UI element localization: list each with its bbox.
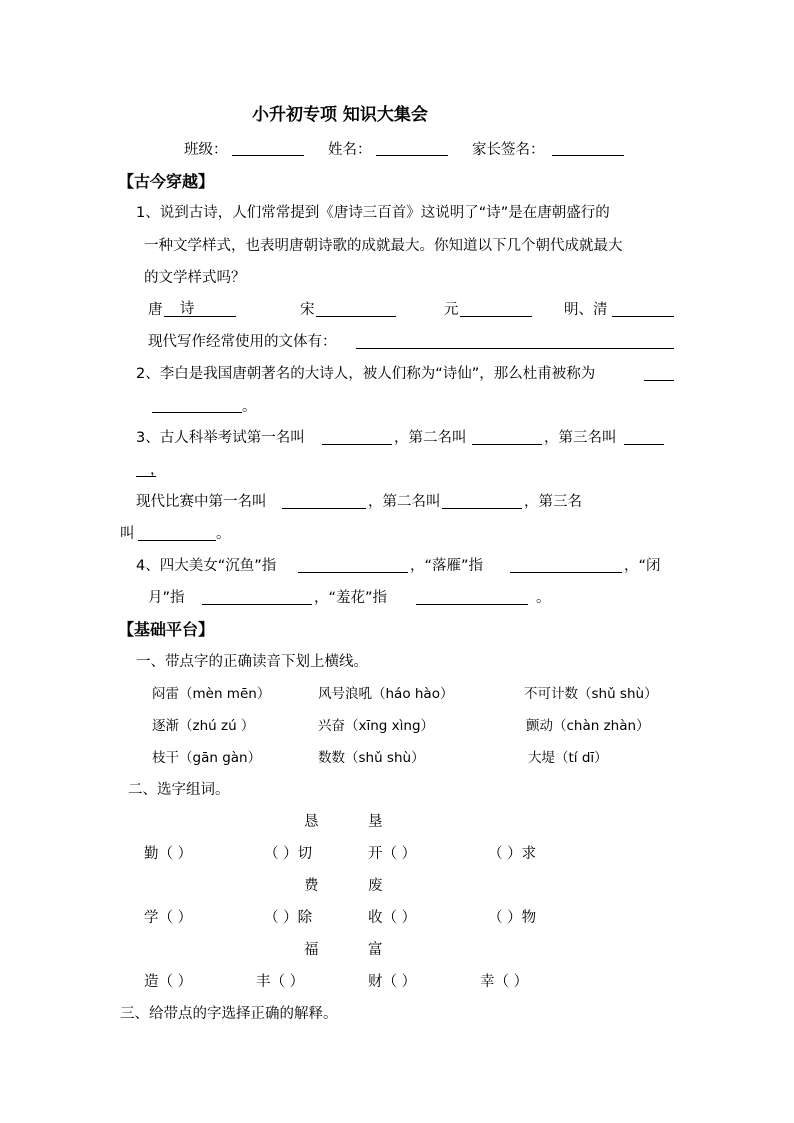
answer-field-yuan[interactable] (460, 316, 532, 317)
dynasty-ming-qing: 明、清 (564, 302, 608, 318)
answer-field-xiuhua[interactable] (416, 604, 528, 605)
q3-part-b: ，第二名叫 (394, 430, 467, 446)
class-field[interactable] (232, 155, 304, 156)
word-blank[interactable]: （ ）求 (488, 846, 537, 862)
modern-genres-label: 现代写作经常使用的文体有： (148, 334, 337, 350)
q1-line3: 的文学样式吗？ (144, 270, 246, 286)
answer-field-song[interactable] (316, 316, 396, 317)
q3-comma: ， (150, 462, 165, 478)
pinyin-item: 闷雷（mèn mēn） (152, 686, 271, 702)
choice-char: 恳 (304, 814, 319, 830)
choice-char: 废 (368, 878, 383, 894)
choice-char: 垦 (368, 814, 383, 830)
q3-part-e: ，第二名叫 (368, 494, 441, 510)
choice-char: 福 (304, 942, 319, 958)
pinyin-item: 颤动（chàn zhàn） (526, 718, 650, 734)
dynasty-song: 宋 (300, 302, 315, 318)
word-blank[interactable]: （ ）除 (264, 910, 313, 926)
answer-field-chenyu[interactable] (298, 572, 408, 573)
word-blank[interactable]: 造（ ） (144, 974, 193, 990)
page-title: 小升初专项 知识大集会 (252, 105, 428, 125)
answer-field-match-third[interactable] (138, 540, 216, 541)
name-field[interactable] (376, 155, 448, 156)
pinyin-item: 风号浪吼（háo hào） (318, 686, 454, 702)
word-blank[interactable]: （ ）物 (488, 910, 537, 926)
q3-part-c: ，第三名叫 (544, 430, 617, 446)
part2-title: 二、选字组词。 (128, 782, 230, 798)
answer-field-match-first[interactable] (282, 508, 366, 509)
pinyin-item: 枝干（gān gàn） (152, 750, 262, 766)
dynasty-yuan: 元 (444, 302, 459, 318)
answer-field-dufu-b[interactable] (152, 412, 242, 413)
parent-signature-label: 家长签名： (472, 142, 545, 158)
word-blank[interactable]: 丰（ ） (256, 974, 305, 990)
q4-end: 。 (536, 590, 551, 606)
word-blank[interactable]: 财（ ） (368, 974, 417, 990)
answer-field-tang[interactable] (164, 316, 236, 317)
q2-line1: 2、李白是我国唐朝著名的大诗人，被人们称为“诗仙”，那么杜甫被称为 (136, 366, 596, 382)
answer-field-match-second[interactable] (442, 508, 522, 509)
q3-part-a: 3、古人科举考试第一名叫 (136, 430, 305, 446)
class-label: 班级： (184, 142, 228, 158)
word-blank[interactable]: 开（ ） (368, 846, 417, 862)
section-heading-ancient-modern: 【古今穿越】 (118, 172, 215, 191)
q2-end: 。 (242, 399, 257, 415)
answer-field-exam-second[interactable] (472, 444, 542, 445)
q4-part-e: ，“羞花”指 (314, 590, 388, 606)
pinyin-item: 兴奋（xīng xìng） (318, 718, 435, 734)
word-blank[interactable]: 学（ ） (144, 910, 193, 926)
q4-part-c: ，“闭 (624, 558, 661, 574)
word-blank[interactable]: （ ）切 (264, 846, 313, 862)
choice-char: 富 (368, 942, 383, 958)
word-blank[interactable]: 收（ ） (368, 910, 417, 926)
choice-char: 费 (304, 878, 319, 894)
dynasty-tang: 唐 (148, 302, 163, 318)
answer-tang: 诗 (180, 301, 195, 317)
answer-field-biyue[interactable] (202, 604, 312, 605)
word-blank[interactable]: 勤（ ） (144, 846, 193, 862)
pinyin-item: 逐渐（zhú zú ） (152, 718, 255, 734)
q3-part-g: 叫 (120, 526, 135, 542)
pinyin-item: 大堤（tí dī） (528, 750, 608, 766)
q1-line1: 1、说到古诗，人们常常提到《唐诗三百首》这说明了“诗”是在唐朝盛行的 (136, 205, 610, 221)
answer-field-luoyan[interactable] (510, 572, 622, 573)
q3-end: 。 (216, 526, 231, 542)
parent-signature-field[interactable] (552, 155, 624, 156)
answer-field-modern-genres[interactable] (356, 348, 674, 349)
pinyin-item: 数数（shǔ shù） (318, 750, 425, 766)
q3-part-d: 现代比赛中第一名叫 (136, 494, 267, 510)
word-blank[interactable]: 幸（ ） (480, 974, 529, 990)
part3-title: 三、给带点的字选择正确的解释。 (120, 1006, 338, 1022)
answer-field-ming-qing[interactable] (612, 316, 674, 317)
answer-field-exam-third-a[interactable] (624, 444, 664, 445)
name-label: 姓名： (328, 142, 372, 158)
q4-part-a: 4、四大美女“沉鱼”指 (136, 558, 277, 574)
section-heading-basics: 【基础平台】 (118, 620, 215, 639)
q3-part-f: ，第三名 (524, 494, 582, 510)
answer-field-exam-first[interactable] (322, 444, 392, 445)
part1-title: 一、带点字的正确读音下划上横线。 (136, 654, 368, 670)
pinyin-item: 不可计数（shǔ shù） (524, 686, 658, 702)
q4-part-b: ，“落雁”指 (410, 558, 484, 574)
q4-part-d: 月”指 (148, 590, 185, 606)
q1-line2: 一种文学样式，也表明唐朝诗歌的成就最大。你知道以下几个朝代成就最大 (144, 238, 623, 254)
answer-field-dufu-a[interactable] (644, 380, 674, 381)
